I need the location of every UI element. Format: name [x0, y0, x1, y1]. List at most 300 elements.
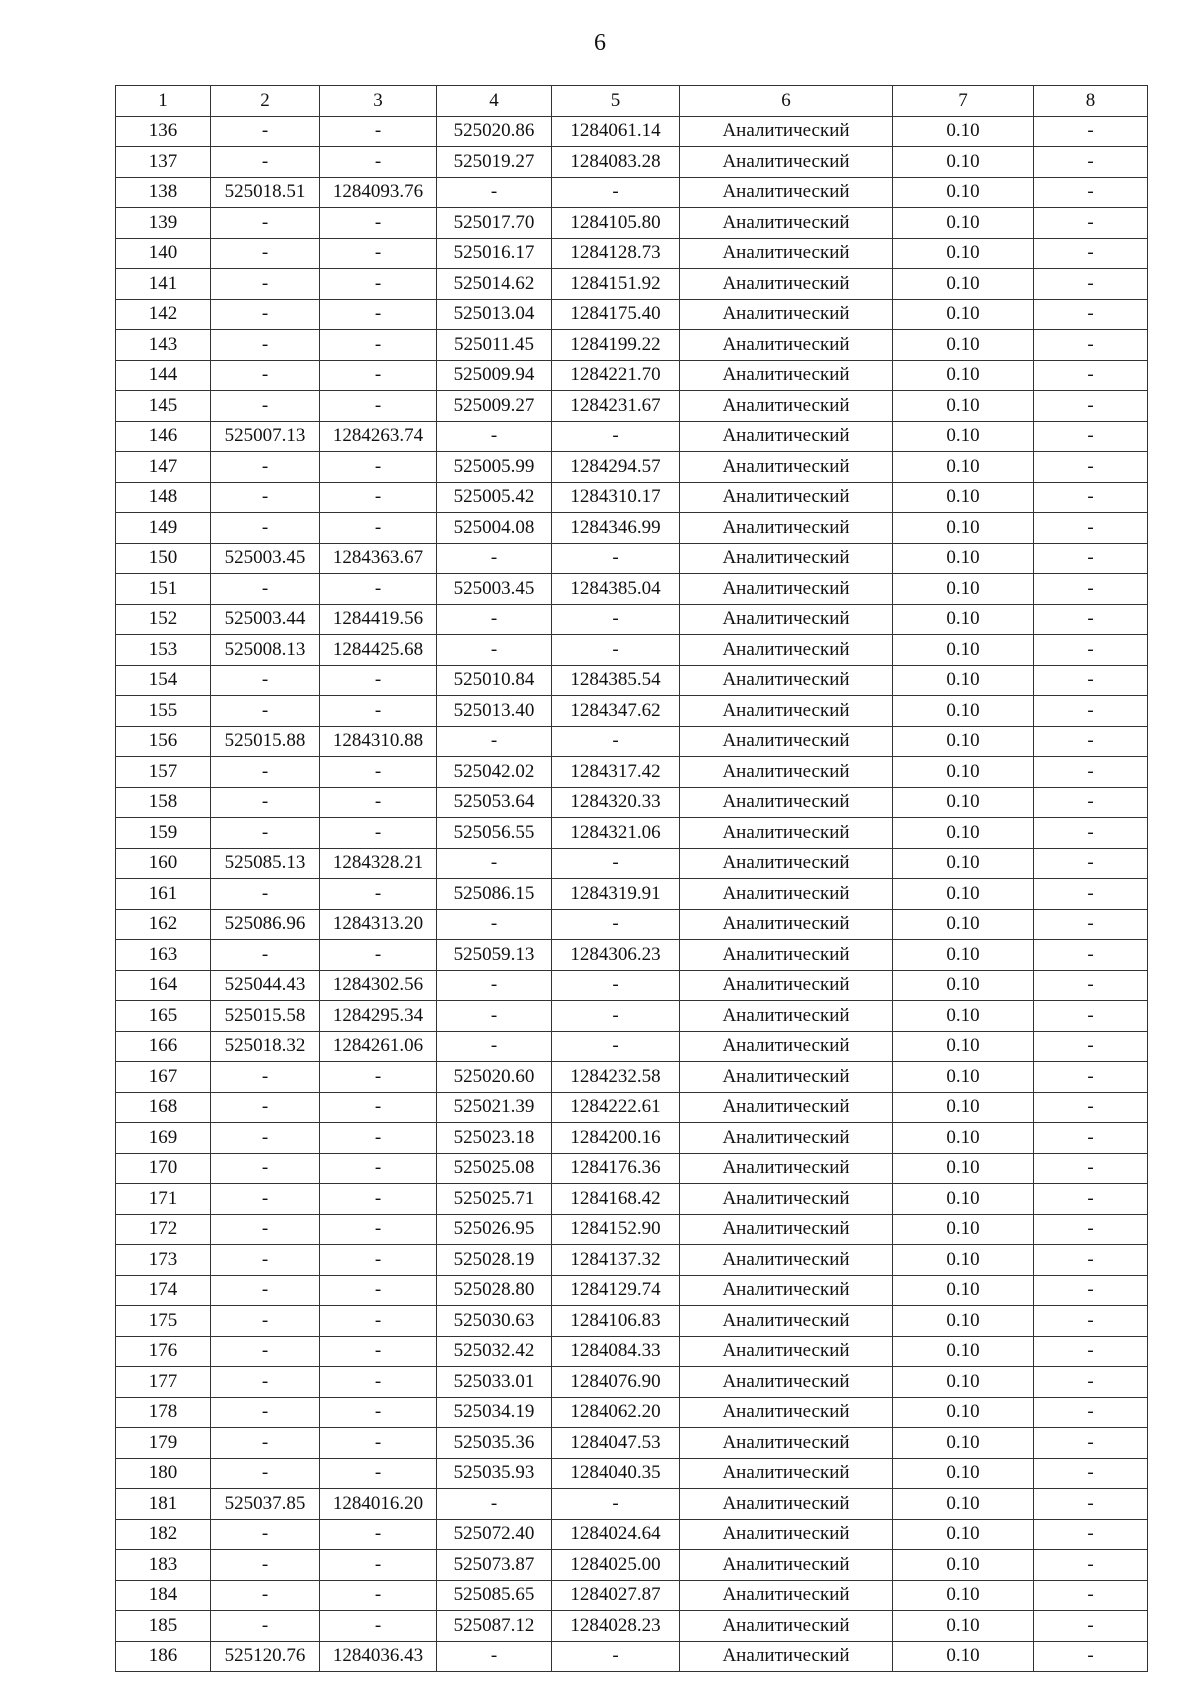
- table-cell: -: [320, 391, 437, 422]
- table-cell: 0.10: [893, 1641, 1034, 1672]
- table-cell: 0.10: [893, 269, 1034, 300]
- table-cell: 525032.42: [437, 1336, 552, 1367]
- table-cell: -: [320, 1336, 437, 1367]
- table-cell: 1284222.61: [552, 1092, 680, 1123]
- table-cell: -: [320, 360, 437, 391]
- table-row: [116, 1245, 1148, 1276]
- table-cell: -: [320, 269, 437, 300]
- table-cell: -: [211, 208, 320, 239]
- table-cell: -: [211, 330, 320, 361]
- table-cell: -: [552, 421, 680, 452]
- table-cell: 1284024.64: [552, 1519, 680, 1550]
- table-row: [116, 909, 1148, 940]
- table-cell: Аналитический: [680, 482, 893, 513]
- table-row: [116, 879, 1148, 910]
- table-cell: -: [1034, 482, 1148, 513]
- table-cell: 525023.18: [437, 1123, 552, 1154]
- table-row: [116, 1062, 1148, 1093]
- table-cell: -: [1034, 1062, 1148, 1093]
- table-row: [116, 1306, 1148, 1337]
- table-cell: 0.10: [893, 970, 1034, 1001]
- table-cell: Аналитический: [680, 147, 893, 178]
- table-row: [116, 1611, 1148, 1642]
- table-cell: -: [552, 909, 680, 940]
- table-cell: 0.10: [893, 1031, 1034, 1062]
- table-row: [116, 574, 1148, 605]
- table-cell: -: [552, 848, 680, 879]
- table-cell: 525016.17: [437, 238, 552, 269]
- table-cell: -: [1034, 1153, 1148, 1184]
- table-cell: -: [320, 1428, 437, 1459]
- table-cell: 0.10: [893, 330, 1034, 361]
- table-row: [116, 696, 1148, 727]
- table-cell: -: [1034, 116, 1148, 147]
- table-cell: -: [1034, 818, 1148, 849]
- table-cell: -: [1034, 696, 1148, 727]
- table-cell: 0.10: [893, 513, 1034, 544]
- table-cell: Аналитический: [680, 848, 893, 879]
- table-cell: -: [1034, 1641, 1148, 1672]
- table-cell: -: [1034, 208, 1148, 239]
- table-cell: -: [437, 177, 552, 208]
- table-cell: 171: [116, 1184, 211, 1215]
- table-cell: 525009.27: [437, 391, 552, 422]
- table-cell: -: [1034, 1489, 1148, 1520]
- table-cell: 172: [116, 1214, 211, 1245]
- table-cell: 147: [116, 452, 211, 483]
- table-cell: -: [211, 299, 320, 330]
- table-cell: 165: [116, 1001, 211, 1032]
- table-cell: Аналитический: [680, 543, 893, 574]
- table-cell: -: [320, 1611, 437, 1642]
- table-cell: 182: [116, 1519, 211, 1550]
- table-cell: 163: [116, 940, 211, 971]
- table-cell: 0.10: [893, 665, 1034, 696]
- table-cell: -: [320, 1245, 437, 1276]
- table-cell: -: [320, 1153, 437, 1184]
- table-cell: -: [211, 1092, 320, 1123]
- table-cell: 525059.13: [437, 940, 552, 971]
- table-cell: 0.10: [893, 1123, 1034, 1154]
- table-cell: -: [320, 1458, 437, 1489]
- table-cell: 1284313.20: [320, 909, 437, 940]
- table-cell: 525008.13: [211, 635, 320, 666]
- table-cell: Аналитический: [680, 757, 893, 788]
- table-cell: -: [211, 360, 320, 391]
- table-cell: 1284317.42: [552, 757, 680, 788]
- table-cell: 150: [116, 543, 211, 574]
- table-cell: Аналитический: [680, 1062, 893, 1093]
- table-cell: 0.10: [893, 1062, 1034, 1093]
- table-cell: 1284263.74: [320, 421, 437, 452]
- table-cell: 0.10: [893, 1245, 1034, 1276]
- table-cell: 1284306.23: [552, 940, 680, 971]
- table-cell: -: [1034, 787, 1148, 818]
- table-cell: Аналитический: [680, 818, 893, 849]
- table-cell: Аналитический: [680, 1123, 893, 1154]
- table-cell: -: [211, 116, 320, 147]
- table-cell: -: [211, 1062, 320, 1093]
- table-cell: Аналитический: [680, 696, 893, 727]
- table-cell: 1284028.23: [552, 1611, 680, 1642]
- table-row: [116, 147, 1148, 178]
- table-cell: -: [1034, 1367, 1148, 1398]
- table-cell: 1284302.56: [320, 970, 437, 1001]
- table-cell: 0.10: [893, 940, 1034, 971]
- table-cell: 0.10: [893, 1275, 1034, 1306]
- table-cell: 1284025.00: [552, 1550, 680, 1581]
- table-cell: -: [211, 513, 320, 544]
- table-cell: 0.10: [893, 421, 1034, 452]
- table-cell: 525034.19: [437, 1397, 552, 1428]
- table-cell: 166: [116, 1031, 211, 1062]
- table-cell: -: [437, 726, 552, 757]
- table-cell: 140: [116, 238, 211, 269]
- table-cell: 1284310.17: [552, 482, 680, 513]
- table-cell: 1284016.20: [320, 1489, 437, 1520]
- table-cell: -: [320, 787, 437, 818]
- table-cell: 0.10: [893, 1336, 1034, 1367]
- table-cell: 0.10: [893, 208, 1034, 239]
- table-cell: 1284328.21: [320, 848, 437, 879]
- table-cell: -: [1034, 1001, 1148, 1032]
- table-row: [116, 1428, 1148, 1459]
- table-cell: 185: [116, 1611, 211, 1642]
- table-cell: -: [320, 147, 437, 178]
- table-cell: 168: [116, 1092, 211, 1123]
- table-cell: -: [211, 1611, 320, 1642]
- table-cell: -: [211, 1336, 320, 1367]
- page-number: 6: [594, 30, 606, 56]
- table-cell: -: [211, 1153, 320, 1184]
- table-cell: 1284027.87: [552, 1580, 680, 1611]
- table-cell: -: [1034, 1458, 1148, 1489]
- table-cell: Аналитический: [680, 116, 893, 147]
- table-cell: 1284175.40: [552, 299, 680, 330]
- table-cell: -: [320, 330, 437, 361]
- table-cell: 177: [116, 1367, 211, 1398]
- table-cell: 1284385.04: [552, 574, 680, 605]
- table-cell: -: [320, 757, 437, 788]
- table-cell: Аналитический: [680, 1641, 893, 1672]
- table-cell: -: [437, 543, 552, 574]
- table-cell: -: [211, 269, 320, 300]
- column-header: 3: [320, 86, 437, 117]
- table-cell: -: [1034, 147, 1148, 178]
- table-cell: Аналитический: [680, 1214, 893, 1245]
- table-cell: -: [1034, 970, 1148, 1001]
- table-cell: 145: [116, 391, 211, 422]
- table-cell: 0.10: [893, 543, 1034, 574]
- table-cell: Аналитический: [680, 421, 893, 452]
- column-header: 7: [893, 86, 1034, 117]
- table-cell: 153: [116, 635, 211, 666]
- table-cell: 1284040.35: [552, 1458, 680, 1489]
- table-cell: -: [1034, 909, 1148, 940]
- table-cell: 0.10: [893, 818, 1034, 849]
- table-cell: Аналитический: [680, 1580, 893, 1611]
- table-cell: 0.10: [893, 696, 1034, 727]
- table-row: [116, 1397, 1148, 1428]
- table-cell: -: [320, 1580, 437, 1611]
- table-cell: 160: [116, 848, 211, 879]
- table-row: [116, 360, 1148, 391]
- table-cell: Аналитический: [680, 391, 893, 422]
- table-cell: 139: [116, 208, 211, 239]
- table-cell: 525020.60: [437, 1062, 552, 1093]
- table-cell: 525017.70: [437, 208, 552, 239]
- table-cell: -: [1034, 1580, 1148, 1611]
- table-cell: -: [211, 665, 320, 696]
- table-cell: Аналитический: [680, 1245, 893, 1276]
- table-cell: 525005.42: [437, 482, 552, 513]
- table-cell: 0.10: [893, 1428, 1034, 1459]
- table-cell: 525003.44: [211, 604, 320, 635]
- table-cell: -: [437, 1031, 552, 1062]
- table-cell: 525018.51: [211, 177, 320, 208]
- table-cell: 525020.86: [437, 116, 552, 147]
- table-row: [116, 1367, 1148, 1398]
- table-row: [116, 482, 1148, 513]
- table-cell: 162: [116, 909, 211, 940]
- table-cell: Аналитический: [680, 574, 893, 605]
- table-cell: 0.10: [893, 1489, 1034, 1520]
- table-cell: 1284062.20: [552, 1397, 680, 1428]
- table-cell: 0.10: [893, 147, 1034, 178]
- table-cell: 136: [116, 116, 211, 147]
- table-cell: -: [320, 1123, 437, 1154]
- table-cell: 525073.87: [437, 1550, 552, 1581]
- table-cell: 1284200.16: [552, 1123, 680, 1154]
- table-cell: 0.10: [893, 238, 1034, 269]
- table-row: [116, 543, 1148, 574]
- table-cell: 181: [116, 1489, 211, 1520]
- table-cell: -: [320, 513, 437, 544]
- table-cell: 525037.85: [211, 1489, 320, 1520]
- table-cell: 0.10: [893, 1184, 1034, 1215]
- table-row: [116, 1641, 1148, 1672]
- table-cell: 525005.99: [437, 452, 552, 483]
- table-row: [116, 421, 1148, 452]
- table-cell: 1284199.22: [552, 330, 680, 361]
- table-cell: 1284047.53: [552, 1428, 680, 1459]
- table-cell: 525018.32: [211, 1031, 320, 1062]
- table-cell: Аналитический: [680, 299, 893, 330]
- table-cell: 141: [116, 269, 211, 300]
- table-cell: -: [1034, 1245, 1148, 1276]
- table-cell: 169: [116, 1123, 211, 1154]
- table-cell: -: [1034, 757, 1148, 788]
- table-cell: 525009.94: [437, 360, 552, 391]
- table-row: [116, 452, 1148, 483]
- table-cell: Аналитический: [680, 1428, 893, 1459]
- table-cell: 138: [116, 177, 211, 208]
- table-row: [116, 1489, 1148, 1520]
- table-cell: 173: [116, 1245, 211, 1276]
- table-cell: -: [320, 665, 437, 696]
- table-cell: 0.10: [893, 1580, 1034, 1611]
- table-cell: -: [437, 1001, 552, 1032]
- table-cell: 0.10: [893, 909, 1034, 940]
- table-cell: Аналитический: [680, 1153, 893, 1184]
- table-cell: 525120.76: [211, 1641, 320, 1672]
- table-cell: -: [211, 1214, 320, 1245]
- table-cell: -: [320, 940, 437, 971]
- table-row: [116, 391, 1148, 422]
- table-cell: 525003.45: [211, 543, 320, 574]
- table-cell: 1284105.80: [552, 208, 680, 239]
- table-cell: 170: [116, 1153, 211, 1184]
- table-cell: 1284036.43: [320, 1641, 437, 1672]
- table-cell: -: [552, 635, 680, 666]
- table-cell: 0.10: [893, 1550, 1034, 1581]
- column-header: 1: [116, 86, 211, 117]
- table-cell: 0.10: [893, 1092, 1034, 1123]
- table-cell: 1284346.99: [552, 513, 680, 544]
- table-cell: 1284321.06: [552, 818, 680, 849]
- table-cell: -: [1034, 604, 1148, 635]
- table-cell: 156: [116, 726, 211, 757]
- table-cell: Аналитический: [680, 1550, 893, 1581]
- table-cell: -: [552, 177, 680, 208]
- table-cell: -: [211, 1550, 320, 1581]
- table-cell: -: [211, 1184, 320, 1215]
- table-cell: 0.10: [893, 1306, 1034, 1337]
- table-cell: 144: [116, 360, 211, 391]
- table-cell: 154: [116, 665, 211, 696]
- table-row: [116, 970, 1148, 1001]
- table-cell: 1284295.34: [320, 1001, 437, 1032]
- table-cell: 0.10: [893, 635, 1034, 666]
- table-cell: 143: [116, 330, 211, 361]
- table-cell: 0.10: [893, 482, 1034, 513]
- table-cell: -: [1034, 513, 1148, 544]
- table-cell: 525087.12: [437, 1611, 552, 1642]
- table-row: [116, 940, 1148, 971]
- table-cell: -: [1034, 665, 1148, 696]
- table-cell: Аналитический: [680, 208, 893, 239]
- table-row: [116, 299, 1148, 330]
- table-cell: Аналитический: [680, 1489, 893, 1520]
- table-cell: -: [320, 1519, 437, 1550]
- table-cell: -: [320, 818, 437, 849]
- table-cell: 167: [116, 1062, 211, 1093]
- table-cell: 0.10: [893, 116, 1034, 147]
- table-cell: -: [1034, 1550, 1148, 1581]
- table-cell: 525072.40: [437, 1519, 552, 1550]
- table-cell: Аналитический: [680, 1031, 893, 1062]
- table-cell: 525085.65: [437, 1580, 552, 1611]
- table-cell: 0.10: [893, 1458, 1034, 1489]
- table-cell: -: [320, 116, 437, 147]
- table-cell: -: [1034, 1214, 1148, 1245]
- table-cell: -: [1034, 940, 1148, 971]
- table-row: [116, 665, 1148, 696]
- table-cell: 0.10: [893, 757, 1034, 788]
- table-cell: -: [211, 1580, 320, 1611]
- table-row: [116, 1275, 1148, 1306]
- table-cell: -: [552, 1489, 680, 1520]
- table-header-row: [116, 86, 1148, 117]
- table-cell: 179: [116, 1428, 211, 1459]
- table-cell: 525026.95: [437, 1214, 552, 1245]
- table-cell: 525035.93: [437, 1458, 552, 1489]
- table-cell: 0.10: [893, 848, 1034, 879]
- table-cell: -: [1034, 391, 1148, 422]
- table-cell: 176: [116, 1336, 211, 1367]
- table-row: [116, 1336, 1148, 1367]
- table-cell: 525003.45: [437, 574, 552, 605]
- table-cell: 1284151.92: [552, 269, 680, 300]
- table-cell: -: [1034, 1611, 1148, 1642]
- table-row: [116, 116, 1148, 147]
- table-cell: -: [552, 543, 680, 574]
- table-cell: 159: [116, 818, 211, 849]
- table-cell: 151: [116, 574, 211, 605]
- table-cell: 525021.39: [437, 1092, 552, 1123]
- table-cell: 525007.13: [211, 421, 320, 452]
- table-cell: Аналитический: [680, 787, 893, 818]
- table-cell: -: [211, 1275, 320, 1306]
- table-cell: 1284419.56: [320, 604, 437, 635]
- table-cell: 1284128.73: [552, 238, 680, 269]
- table-cell: Аналитический: [680, 1367, 893, 1398]
- table-cell: 158: [116, 787, 211, 818]
- column-header: 8: [1034, 86, 1148, 117]
- table-cell: Аналитический: [680, 940, 893, 971]
- table-cell: 161: [116, 879, 211, 910]
- table-cell: Аналитический: [680, 269, 893, 300]
- table-cell: -: [552, 1001, 680, 1032]
- table-cell: -: [320, 1275, 437, 1306]
- table-cell: 1284294.57: [552, 452, 680, 483]
- table-cell: -: [211, 879, 320, 910]
- column-header: 5: [552, 86, 680, 117]
- table-cell: Аналитический: [680, 1397, 893, 1428]
- table-cell: -: [320, 696, 437, 727]
- table-cell: -: [320, 299, 437, 330]
- table-cell: -: [1034, 1275, 1148, 1306]
- table-cell: 1284363.67: [320, 543, 437, 574]
- table-row: [116, 513, 1148, 544]
- table-cell: Аналитический: [680, 452, 893, 483]
- table-cell: -: [320, 208, 437, 239]
- table-cell: -: [211, 574, 320, 605]
- table-cell: 0.10: [893, 574, 1034, 605]
- table-row: [116, 1580, 1148, 1611]
- table-cell: 180: [116, 1458, 211, 1489]
- table-cell: 0.10: [893, 452, 1034, 483]
- table-cell: -: [1034, 574, 1148, 605]
- table-cell: -: [437, 909, 552, 940]
- table-cell: -: [211, 1428, 320, 1459]
- table-cell: -: [320, 1550, 437, 1581]
- table-row: [116, 726, 1148, 757]
- table-cell: 0.10: [893, 726, 1034, 757]
- table-cell: 525028.19: [437, 1245, 552, 1276]
- table-cell: -: [211, 1519, 320, 1550]
- table-cell: -: [211, 147, 320, 178]
- column-header: 2: [211, 86, 320, 117]
- table-cell: 183: [116, 1550, 211, 1581]
- table-cell: -: [552, 970, 680, 1001]
- table-cell: Аналитический: [680, 635, 893, 666]
- table-cell: 1284137.32: [552, 1245, 680, 1276]
- table-cell: -: [552, 726, 680, 757]
- table-cell: -: [437, 1489, 552, 1520]
- table-cell: -: [211, 452, 320, 483]
- table-cell: -: [211, 391, 320, 422]
